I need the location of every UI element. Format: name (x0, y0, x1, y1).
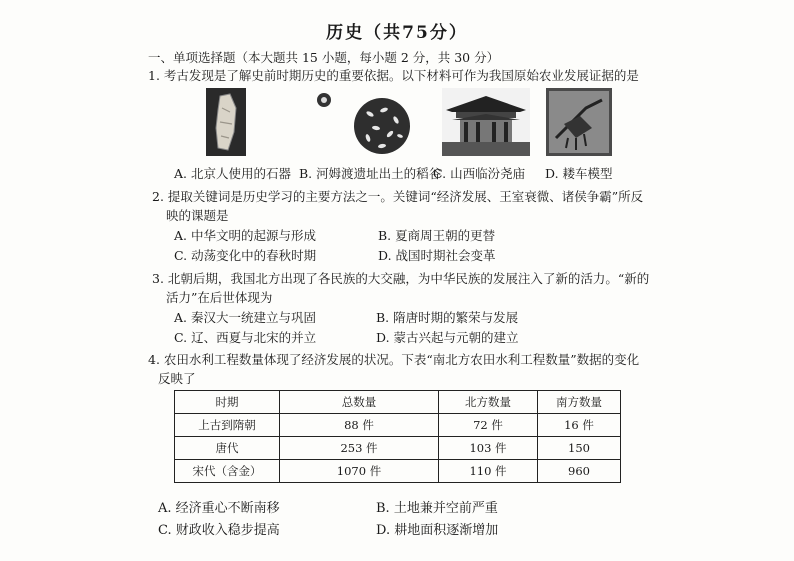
q4-option-d: D. 耕地面积逐渐增加 (376, 523, 499, 538)
q3-option-b: B. 隋唐时期的繁荣与发展 (376, 310, 519, 325)
table-cell: 110 件 (439, 460, 538, 483)
q1-option-d: D. 耧车模型 (545, 166, 613, 181)
q4-option-a: A. 经济重心不断南移 (158, 501, 280, 516)
q1-option-a: A. 北京人使用的石器 (174, 166, 291, 181)
table-header-row (175, 391, 621, 414)
table-cell: 150 (538, 437, 621, 460)
q4-stem-line1: 4. 农田水利工程数量体现了经济发展的状况。下表“南北方农田水利工程数量”数据的变化 (148, 352, 640, 367)
table-cell: 103 件 (439, 437, 538, 460)
table-cell: 上古到隋朝 (175, 414, 280, 437)
seed-drill-model-image (546, 88, 612, 156)
q3-option-c: C. 辽、西夏与北宋的并立 (174, 330, 317, 345)
table-cell: 253 件 (280, 437, 439, 460)
table-cell: 16 件 (538, 414, 621, 437)
table-cell: 72 件 (439, 414, 538, 437)
table-header: 北方数量 (439, 391, 538, 414)
table-cell: 唐代 (175, 437, 280, 460)
table-row (175, 414, 621, 437)
table-cell: 宋代（含金） (175, 460, 280, 483)
section-heading: 一、单项选择题（本大题共 15 小题，每小题 2 分，共 30 分） (148, 50, 500, 65)
temple-image (442, 88, 530, 156)
q4-stem-line2: 反映了 (158, 371, 196, 386)
q2-stem-line1: 2. 提取关键词是历史学习的主要方法之一。关键词“经济发展、王室衰微、诸侯争霸”所反 (152, 189, 644, 204)
table-cell: 1070 件 (280, 460, 439, 483)
table-cell: 960 (538, 460, 621, 483)
table-header: 总数量 (280, 391, 439, 414)
q3-stem-line1: 3. 北朝后期，我国北方出现了各民族的大交融，为中华民族的发展注入了新的活力。“新的 (152, 271, 650, 286)
q2-option-d: D. 战国时期社会变革 (378, 248, 496, 263)
q4-option-c: C. 财政收入稳步提高 (158, 523, 280, 538)
q3-stem-line2: 活力”在后世体现为 (166, 290, 273, 305)
stone-tool-image (206, 88, 246, 156)
q2-option-c: C. 动荡变化中的春秋时期 (174, 248, 317, 263)
q1-option-c: C. 山西临汾尧庙 (433, 166, 526, 181)
q2-option-a: A. 中华文明的起源与形成 (174, 228, 316, 243)
q1-stem: 1. 考古发现是了解史前时期历史的重要依据。以下材料可作为我国原始农业发展证据的是 (148, 68, 639, 83)
q2-option-b: B. 夏商周王朝的更替 (378, 228, 496, 243)
table-header: 南方数量 (538, 391, 621, 414)
q1-option-b: B. 河姆渡遗址出土的稻谷 (299, 166, 442, 181)
q2-stem-line2: 映的课题是 (166, 208, 229, 223)
q4-option-b: B. 土地兼并空前严重 (376, 501, 498, 516)
irrigation-table (174, 390, 621, 483)
table-row (175, 460, 621, 483)
q3-option-a: A. 秦汉大一统建立与巩固 (174, 310, 316, 325)
rice-grain-image (312, 88, 412, 156)
page-title: 历史（共75分） (326, 23, 468, 43)
q3-option-d: D. 蒙古兴起与元朝的建立 (376, 330, 519, 345)
table-cell: 88 件 (280, 414, 439, 437)
table-header: 时期 (175, 391, 280, 414)
table-row (175, 437, 621, 460)
